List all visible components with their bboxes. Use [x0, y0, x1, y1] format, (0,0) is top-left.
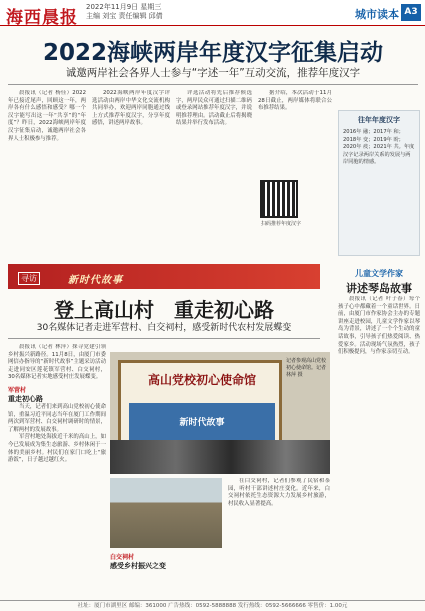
sidebar-box — [338, 110, 420, 256]
subhead-kicker: 军营村 — [8, 386, 27, 394]
plaque-board: 新时代故事 — [129, 403, 275, 443]
paragraph: 在白交祠村，记者们参观了民宿和茶园，听村干部讲述村庄变化。近年来，白交祠村依托生态资源大力发展乡村旅游，村民收入显著提高。 — [228, 478, 330, 507]
side-story-body — [338, 296, 420, 596]
people-silhouettes — [110, 440, 330, 474]
paragraph: 军营村地处海拔近千米的高山上，如今已发展成为集生态旅游、乡村休闲于一体的美丽乡村。村民们在家门口吃上“旅游饭”，日子越过越红火。 — [8, 434, 106, 464]
story1-column-1 — [8, 90, 86, 258]
story2-subheadline: 30名媒体记者走进军营村、白交祠村，感受新时代农村发展蝶变 — [36, 323, 292, 333]
story1-column-2 — [92, 90, 170, 258]
qr-code[interactable] — [260, 180, 298, 218]
photo-caption: 记者参观高山党校初心使命馆。记者 林萍 摄 — [286, 358, 327, 378]
paragraph: 晨报讯（记者 叶子春）每个孩子心中都藏着一个童话世界。日前，由厦门市作家协会主办的专题讲座走进校园，儿童文学作家以琴岛为背景，讲述了一个个生动的童话故事，引导孩子们热爱阅读、热爱家乡。活动现场气氛热烈，孩子们积极提问，与作家亲切互动。 — [338, 296, 420, 356]
story2-headline: 登上高山村 重走初心路 — [54, 298, 274, 322]
issue-editors: 主编 刘宝 责任编辑 邱倩 — [86, 12, 163, 20]
sidebar-title: 往年年度汉字 — [358, 116, 400, 124]
paragraph: 晨报讯（记者 杨佳）2022年已接近尾声，回顾这一年，两岸各有什么感悟和感受？哪一个汉字能写出这一年“共享”的“年度”？昨日，2022海峡两岸年度汉字征集启动，诚邀两岸社会各界人士积极参与推荐。 — [8, 90, 86, 142]
paragraph: 当天，记者们来到高山党校初心使命馆，重温习近平同志当年在厦门工作期间两次到军营村、白交祠村调研时的情景，了解两村的发展故事。 — [8, 403, 106, 433]
paragraph: 晨报讯（记者 林萍）探寻党建引领乡村振兴新路径。11月8日，由厦门市委网信办指导的“新时代故事”主题采访活动走进同安区莲花镇军营村、白交祠村，30名媒体记者实地感受村庄发展蝶变。 — [8, 344, 106, 381]
banner-text: 新时代故事 — [68, 275, 123, 286]
story2-column-1 — [8, 344, 106, 596]
banner-label: 寻访 — [18, 272, 40, 285]
subhead-kicker: 白交祠村 — [110, 554, 135, 561]
story1-column-4 — [258, 90, 332, 176]
issue-date: 2022年11月9日 星期三 — [86, 3, 162, 11]
newspaper-logo: 海西晨报 — [6, 8, 78, 28]
divider — [8, 338, 320, 339]
paragraph: 2022海峡两岸年度汉字评选活动由两岸中华文化交流机构共同举办，欢迎两岸同胞通过线上方式推荐年度汉字，分享年度感悟，讲述两岸故事。 — [92, 90, 170, 127]
story1-column-3 — [176, 90, 252, 258]
masthead — [0, 0, 425, 26]
subhead: 重走初心路 — [8, 394, 43, 403]
footer: 社址：厦门市湖里区 邮编：361000 广告热线：0592-5888888 发行热线：0592-5666666 零售价：1.00元 — [0, 600, 425, 611]
story2-column-4 — [228, 478, 330, 596]
subhead: 感受乡村振兴之变 — [110, 562, 166, 570]
page-number: A3 — [401, 4, 421, 21]
issue-info — [86, 3, 163, 21]
sidebar-text: 2016年 融；2017年 和；2018年 变；2019年 盼；2020年 疫；2021年 共。年度汉字记录两岸关系的发展与两岸同胞的情感。 — [343, 129, 415, 166]
paragraph: 评选活动将先后推荐候选字，两岸民众可通过扫描二维码或登录网站推荐年度汉字，并说明推荐理由。活动截止后将揭晓结果并举行发布活动。 — [176, 90, 252, 127]
banner — [8, 264, 320, 289]
section-name: 城市读本 — [355, 8, 399, 21]
side-story-headline: 讲述琴岛故事 — [346, 282, 412, 295]
news-photo — [110, 352, 330, 474]
divider — [8, 84, 418, 85]
plaque-title: 高山党校初心使命馆 — [147, 373, 256, 387]
village-photo — [110, 478, 222, 548]
paragraph: 据介绍，本次活动于11月28日截止，两岸媒体将联合公布推荐结果。 — [258, 90, 332, 112]
story1-subheadline: 诚邀两岸社会各界人士参与“字述一年”互动交流，推荐年度汉字 — [65, 67, 361, 79]
story2-column-3 — [110, 552, 222, 596]
plaque — [118, 360, 282, 450]
story1-headline: 2022海峡两岸年度汉字征集启动 — [42, 40, 383, 66]
side-story-kicker: 儿童文学作家 — [355, 269, 403, 278]
qr-caption: 扫码推荐年度汉字 — [260, 221, 301, 227]
